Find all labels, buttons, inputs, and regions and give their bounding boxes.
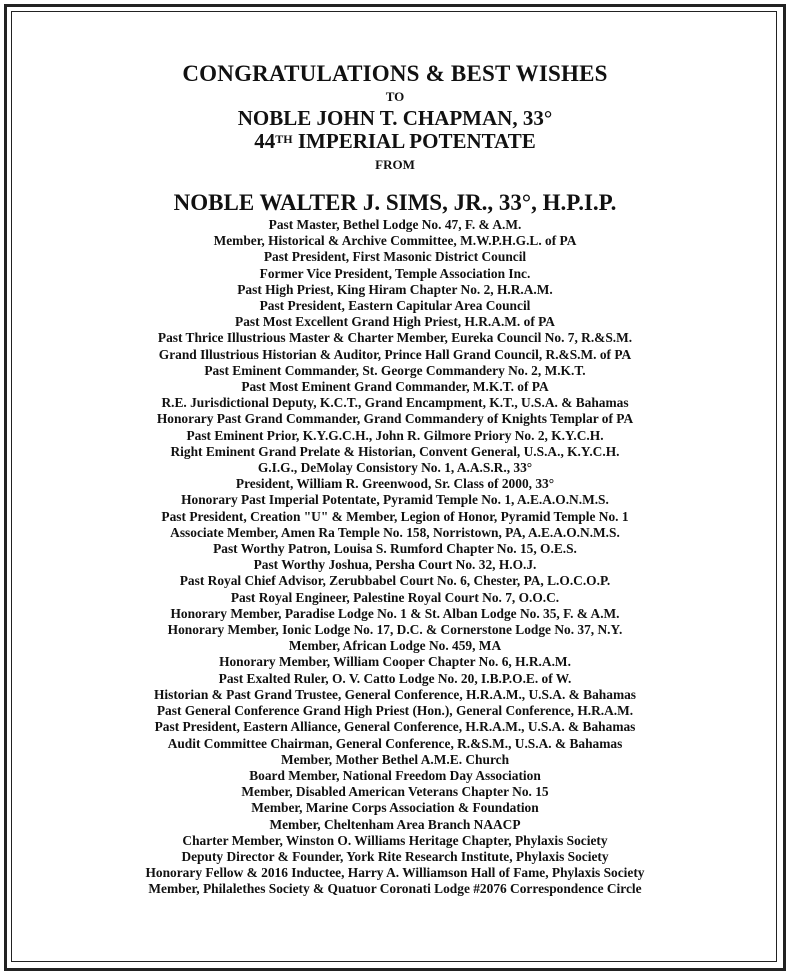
credential-line: Honorary Past Grand Commander, Grand Commandery of Knights Templar of PA bbox=[156, 411, 634, 427]
credential-line: Historian & Past Grand Trustee, General Conference, H.R.A.M., U.S.A. & Bahamas bbox=[153, 686, 637, 702]
credential-line: Past President, Creation "U" & Member, Legion of Honor, Pyramid Temple No. 1 bbox=[161, 508, 629, 524]
credential-line: G.I.G., DeMolay Consistory No. 1, A.A.S.R., 33° bbox=[257, 460, 533, 476]
credential-line: Past President, Eastern Capitular Area Council bbox=[259, 298, 531, 314]
title-rest: IMPERIAL POTENTATE bbox=[292, 129, 536, 153]
credential-line: Member, Historical & Archive Committee, M.W.P.H.G.L. of PA bbox=[213, 233, 577, 249]
credential-line: Past Worthy Joshua, Persha Court No. 32, H.O.J. bbox=[253, 557, 537, 573]
congratulations-heading: CONGRATULATIONS & BEST WISHES bbox=[182, 61, 608, 86]
credential-line: Charter Member, Winston O. Williams Heritage Chapter, Phylaxis Society bbox=[182, 832, 608, 848]
credential-line: Deputy Director & Founder, York Rite Research Institute, Phylaxis Society bbox=[181, 848, 609, 864]
credential-line: Honorary Member, Ionic Lodge No. 17, D.C. & Cornerstone Lodge No. 37, N.Y. bbox=[167, 622, 623, 638]
credential-line: Past President, Eastern Alliance, General Conference, H.R.A.M., U.S.A. & Bahamas bbox=[154, 719, 636, 735]
from-label: FROM bbox=[375, 157, 415, 172]
credential-line: Member, Cheltenham Area Branch NAACP bbox=[269, 816, 521, 832]
credential-line: Board Member, National Freedom Day Association bbox=[249, 767, 541, 783]
credential-line: Past Royal Chief Advisor, Zerubbabel Court No. 6, Chester, PA, L.O.C.O.P. bbox=[179, 573, 611, 589]
credential-line: R.E. Jurisdictional Deputy, K.C.T., Grand Encampment, K.T., U.S.A. & Bahamas bbox=[161, 395, 629, 411]
credential-line: Honorary Member, William Cooper Chapter No. 6, H.R.A.M. bbox=[219, 654, 571, 670]
credential-line: Member, Mother Bethel A.M.E. Church bbox=[280, 751, 510, 767]
credential-line: Member, African Lodge No. 459, MA bbox=[288, 638, 502, 654]
title-suffix: TH bbox=[275, 132, 293, 146]
credential-line: Past Royal Engineer, Palestine Royal Court No. 7, O.O.C. bbox=[230, 589, 560, 605]
credential-line: Past High Priest, King Hiram Chapter No. 2, H.R.A.M. bbox=[237, 281, 553, 297]
credential-line: President, William R. Greenwood, Sr. Class of 2000, 33° bbox=[235, 476, 555, 492]
credential-line: Associate Member, Amen Ra Temple No. 158, Norristown, PA, A.E.A.O.N.M.S. bbox=[170, 524, 620, 540]
credential-line: Honorary Member, Paradise Lodge No. 1 & St. Alban Lodge No. 35, F. & A.M. bbox=[170, 605, 620, 621]
to-label: TO bbox=[385, 89, 405, 104]
credential-line: Grand Illustrious Historian & Auditor, Prince Hall Grand Council, R.&S.M. of PA bbox=[158, 346, 632, 362]
recipient-title bbox=[20, 129, 770, 153]
credential-line: Past General Conference Grand High Priest (Hon.), General Conference, H.R.A.M. bbox=[156, 703, 634, 719]
credential-line: Honorary Past Imperial Potentate, Pyramid Temple No. 1, A.E.A.O.N.M.S. bbox=[181, 492, 609, 508]
credential-line: Member, Marine Corps Association & Foundation bbox=[251, 800, 539, 816]
credential-line: Past Eminent Prior, K.Y.G.C.H., John R. Gilmore Priory No. 2, K.Y.C.H. bbox=[186, 427, 604, 443]
credential-line: Honorary Fellow & 2016 Inductee, Harry A. Williamson Hall of Fame, Phylaxis Society bbox=[145, 865, 645, 881]
credential-line: Right Eminent Grand Prelate & Historian, Convent General, U.S.A., K.Y.C.H. bbox=[170, 443, 620, 459]
credential-line: Past Most Eminent Grand Commander, M.K.T. of PA bbox=[241, 379, 549, 395]
credential-line: Member, Philalethes Society & Quatuor Coronati Lodge #2076 Correspondence Circle bbox=[148, 881, 642, 897]
credentials-list bbox=[20, 217, 770, 898]
credential-line: Past Thrice Illustrious Master & Charter Member, Eureka Council No. 7, R.&S.M. bbox=[157, 330, 633, 346]
credential-line: Past Master, Bethel Lodge No. 47, F. & A.M. bbox=[268, 217, 522, 232]
credential-line: Past Exalted Ruler, O. V. Catto Lodge No. 20, I.B.P.O.E. of W. bbox=[218, 670, 572, 686]
credential-line: Member, Disabled American Veterans Chapter No. 15 bbox=[241, 784, 549, 800]
credential-line: Past Most Excellent Grand High Priest, H.R.A.M. of PA bbox=[235, 314, 555, 330]
credential-line: Past Worthy Patron, Louisa S. Rumford Chapter No. 15, O.E.S. bbox=[213, 541, 577, 557]
recipient-name: NOBLE JOHN T. CHAPMAN, 33° bbox=[237, 106, 553, 130]
title-number: 44 bbox=[254, 129, 276, 153]
credential-line: Audit Committee Chairman, General Conference, R.&S.M., U.S.A. & Bahamas bbox=[167, 735, 623, 751]
credential-line: Past Eminent Commander, St. George Commandery No. 2, M.K.T. bbox=[204, 362, 586, 378]
sender-name: NOBLE WALTER J. SIMS, JR., 33°, H.P.I.P. bbox=[173, 190, 617, 215]
credential-line: Former Vice President, Temple Association Inc. bbox=[259, 265, 531, 281]
credential-line: Past President, First Masonic District Council bbox=[263, 249, 527, 265]
